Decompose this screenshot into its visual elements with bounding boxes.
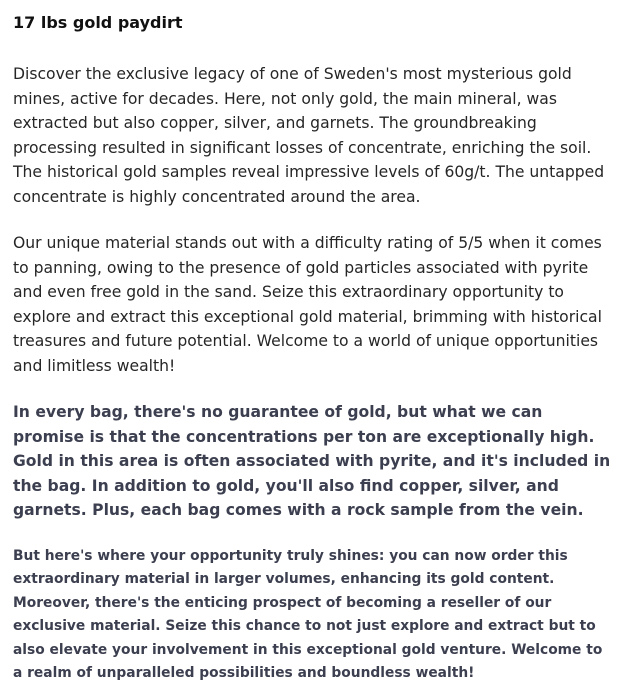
reseller-offer: But here's where your opportunity truly shines: you can now order this extraordinary material in larger volumes, enhancing its gold content. Moreover, there's the enticing prospect of becoming a reseller of our exclusive material. Seize this chance to not just explore and extract but to also elevate your involvement in this exceptional gold venture. Welcome to a realm of unparalleled possibilities and boundless wealth!	[13, 547, 603, 682]
product-title: 17 lbs gold paydirt	[13, 13, 183, 32]
description-paragraph-history: Discover the exclusive legacy of one of Sweden's most mysterious gold mines, active for decades. Here, not only gold, the main mineral, was extracted but also copper, silver, and garnets. The groundbreaking processing resulted in significant losses of concentrate, enriching the soil. The historical gold samples reveal impressive levels of 60g/t. The untapped concentrate is highly concentrated around the area.	[13, 65, 605, 206]
description-paragraph-difficulty: Our unique material stands out with a difficulty rating of 5/5 when it comes to panning, owing to the presence of gold particles associated with pyrite and even free gold in the sand. Seize this extraordinary opportunity to explore and extract this exceptional gold material, brimming with historical treasures and future potential. Welcome to a world of unique opportunities and limitless wealth!	[13, 234, 602, 375]
guarantee-highlight: In every bag, there's no guarantee of gold, but what we can promise is that the concentrations per ton are exceptionally high. Gold in this area is often associated with pyrite, and it's included in the bag. In addition to gold, you'll also find copper, silver, and garnets. Plus, each bag comes with a rock sample from the vein.	[13, 403, 611, 520]
